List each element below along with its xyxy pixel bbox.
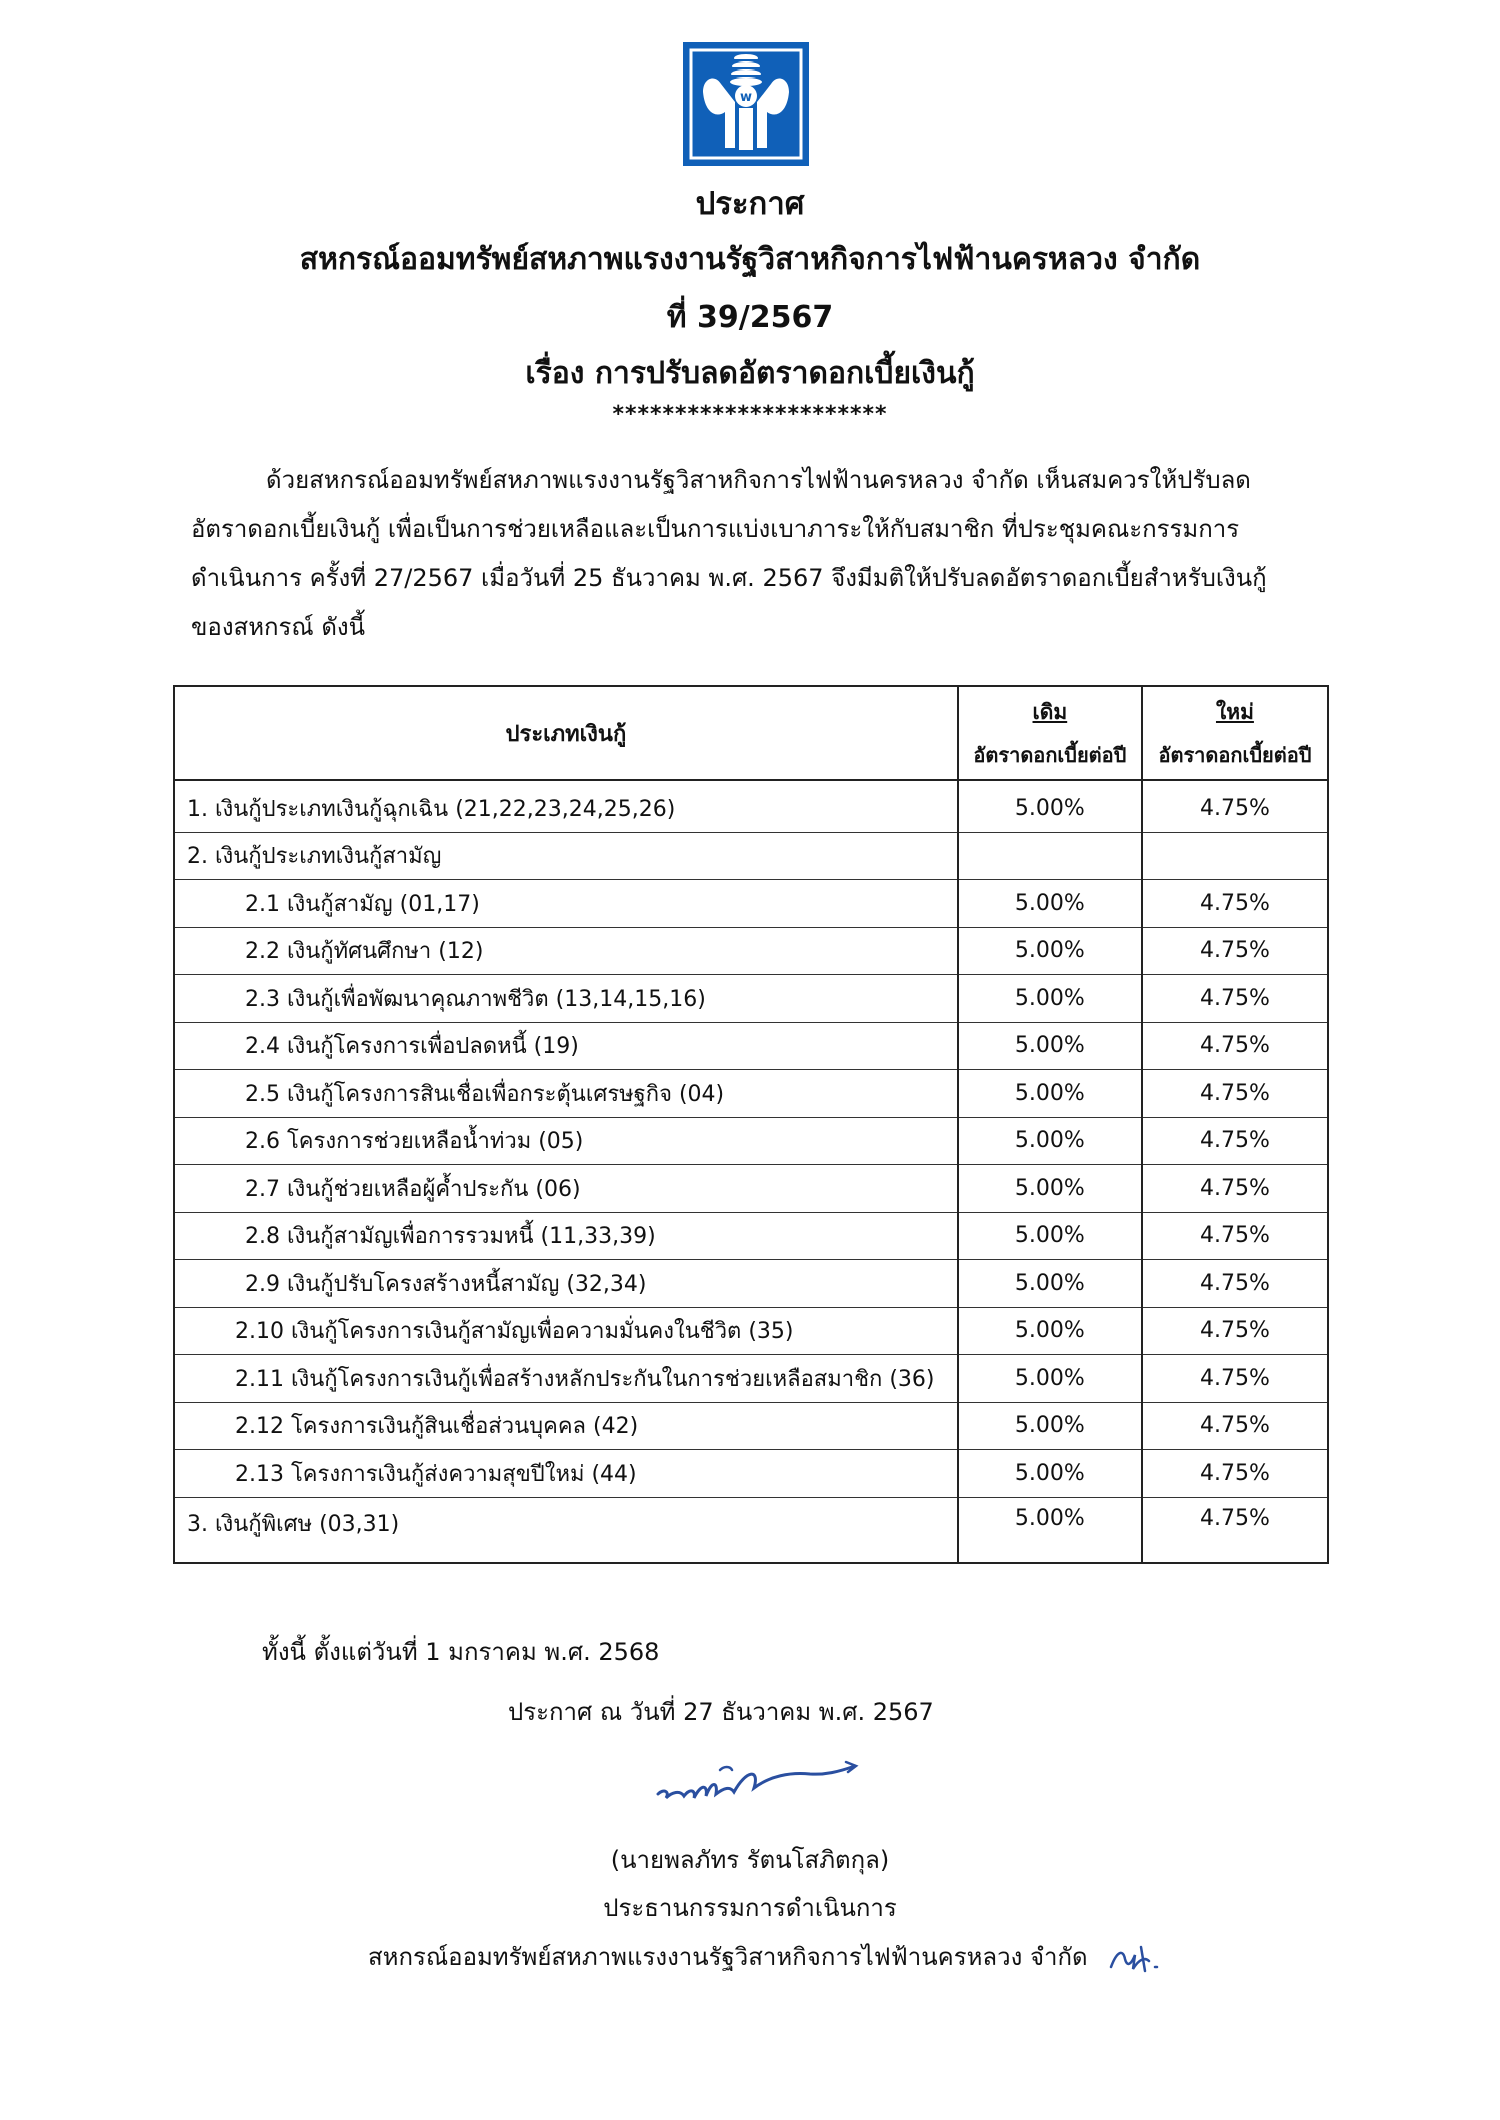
new-rate: 4.75%: [1142, 1307, 1328, 1355]
old-rate: 5.00%: [958, 1260, 1142, 1308]
new-rate: 4.75%: [1142, 1497, 1328, 1563]
announcement-subject: เรื่อง การปรับลดอัตราดอกเบี้ยเงินกู้: [525, 356, 975, 391]
loan-type: 2.11 เงินกู้โครงการเงินกู้เพื่อสร้างหลักประกันในการช่วยเหลือสมาชิก (36): [174, 1355, 958, 1403]
new-rate: 4.75%: [1142, 880, 1328, 928]
table-row: [174, 1402, 1328, 1450]
old-rate-title: เดิม: [1032, 699, 1068, 724]
new-rate: 4.75%: [1142, 1450, 1328, 1498]
new-rate-header: [1142, 686, 1328, 780]
old-rate: 5.00%: [958, 880, 1142, 928]
old-rate: 5.00%: [958, 1070, 1142, 1118]
loan-type: 3. เงินกู้พิเศษ (03,31): [174, 1497, 958, 1563]
table-row: [174, 832, 1328, 880]
table-row: [174, 1022, 1328, 1070]
new-rate-title: ใหม่: [1215, 699, 1254, 724]
new-rate: [1142, 832, 1328, 880]
new-rate: 4.75%: [1142, 927, 1328, 975]
new-rate: 4.75%: [1142, 1165, 1328, 1213]
table-header-row: [174, 686, 1328, 780]
old-rate: 5.00%: [958, 1355, 1142, 1403]
new-rate: 4.75%: [1142, 1070, 1328, 1118]
old-rate: 5.00%: [958, 975, 1142, 1023]
old-rate: 5.00%: [958, 1212, 1142, 1260]
body-line: ด้วยสหกรณ์ออมทรัพย์สหภาพแรงงานรัฐวิสาหกิจการไฟฟ้านครหลวง จำกัด เห็นสมควรให้ปรับลด: [266, 466, 1251, 494]
old-rate: 5.00%: [958, 1022, 1142, 1070]
cooperative-logo-icon: [681, 40, 811, 168]
old-rate: 5.00%: [958, 1497, 1142, 1563]
new-rate: 4.75%: [1142, 1117, 1328, 1165]
signer-position: ประธานกรรมการดำเนินการ: [603, 1894, 897, 1922]
signer-organization: สหกรณ์ออมทรัพย์สหภาพแรงงานรัฐวิสาหกิจการไฟฟ้านครหลวง จำกัด: [368, 1943, 1088, 1971]
table-row: [174, 1117, 1328, 1165]
table-row: [174, 1212, 1328, 1260]
old-rate: [958, 832, 1142, 880]
new-rate: 4.75%: [1142, 975, 1328, 1023]
old-rate-subtitle: อัตราดอกเบี้ยต่อปี: [973, 742, 1127, 767]
loan-type: 2.9 เงินกู้ปรับโครงสร้างหนี้สามัญ (32,34): [174, 1260, 958, 1308]
loan-type: 2.5 เงินกู้โครงการสินเชื่อเพื่อกระตุ้นเศรษฐกิจ (04): [174, 1070, 958, 1118]
body-paragraph: [191, 456, 1321, 652]
effective-date: ทั้งนี้ ตั้งแต่วันที่ 1 มกราคม พ.ศ. 2568: [262, 1638, 660, 1666]
table-row: [174, 880, 1328, 928]
loan-type: 2.2 เงินกู้ทัศนศึกษา (12): [174, 927, 958, 975]
table-row: [174, 1497, 1328, 1563]
loan-type: 2.13 โครงการเงินกู้ส่งความสุขปีใหม่ (44): [174, 1450, 958, 1498]
loan-type: 2.7 เงินกู้ช่วยเหลือผู้ค้ำประกัน (06): [174, 1165, 958, 1213]
old-rate: 5.00%: [958, 1307, 1142, 1355]
old-rate: 5.00%: [958, 1117, 1142, 1165]
announcement-date: ประกาศ ณ วันที่ 27 ธันวาคม พ.ศ. 2567: [508, 1698, 934, 1726]
new-rate: 4.75%: [1142, 1022, 1328, 1070]
loan-type: 1. เงินกู้ประเภทเงินกู้ฉุกเฉิน (21,22,23,24,25,26): [174, 780, 958, 832]
loan-type: 2.8 เงินกู้สามัญเพื่อการรวมหนี้ (11,33,39): [174, 1212, 958, 1260]
loan-type: 2.3 เงินกู้เพื่อพัฒนาคุณภาพชีวิต (13,14,15,16): [174, 975, 958, 1023]
loan-type: 2.12 โครงการเงินกู้สินเชื่อส่วนบุคคล (42): [174, 1402, 958, 1450]
body-line: อัตราดอกเบี้ยเงินกู้ เพื่อเป็นการช่วยเหลือและเป็นการแบ่งเบาภาระให้กับสมาชิก ที่ประชุมคณะกรรมการ: [191, 515, 1240, 543]
initials-icon: [1105, 1937, 1175, 1977]
table-row: [174, 1450, 1328, 1498]
table-row: [174, 1070, 1328, 1118]
loan-type: 2.1 เงินกู้สามัญ (01,17): [174, 880, 958, 928]
new-rate: 4.75%: [1142, 780, 1328, 832]
separator: **********************: [612, 402, 888, 427]
signer-name: (นายพลภัทร รัตนโสภิตกุล): [610, 1846, 890, 1874]
old-rate: 5.00%: [958, 1402, 1142, 1450]
new-rate-subtitle: อัตราดอกเบี้ยต่อปี: [1158, 742, 1312, 767]
loan-type: 2. เงินกู้ประเภทเงินกู้สามัญ: [174, 832, 958, 880]
body-line: ดำเนินการ ครั้งที่ 27/2567 เมื่อวันที่ 25 ธันวาคม พ.ศ. 2567 จึงมีมติให้ปรับลดอัตราดอกเบี้ยสำหรับเงินกู้: [191, 564, 1267, 592]
new-rate: 4.75%: [1142, 1260, 1328, 1308]
old-rate: 5.00%: [958, 927, 1142, 975]
old-rate: 5.00%: [958, 780, 1142, 832]
old-rate-header: [958, 686, 1142, 780]
old-rate: 5.00%: [958, 1450, 1142, 1498]
new-rate: 4.75%: [1142, 1402, 1328, 1450]
organization-heading: สหกรณ์ออมทรัพย์สหภาพแรงงานรัฐวิสาหกิจการไฟฟ้านครหลวง จำกัด: [299, 242, 1201, 277]
loan-type: 2.4 เงินกู้โครงการเพื่อปลดหนี้ (19): [174, 1022, 958, 1070]
signature-icon: [650, 1752, 880, 1822]
table-row: [174, 780, 1328, 832]
table-row: [174, 927, 1328, 975]
loan-type: 2.10 เงินกู้โครงการเงินกู้สามัญเพื่อความมั่นคงในชีวิต (35): [174, 1307, 958, 1355]
loan-type-header: ประเภทเงินกู้: [174, 686, 958, 780]
interest-rate-table: [173, 685, 1329, 1564]
announcement-title: ประกาศ: [695, 186, 805, 222]
table-row: [174, 975, 1328, 1023]
table-row: [174, 1355, 1328, 1403]
table-row: [174, 1165, 1328, 1213]
new-rate: 4.75%: [1142, 1355, 1328, 1403]
old-rate: 5.00%: [958, 1165, 1142, 1213]
new-rate: 4.75%: [1142, 1212, 1328, 1260]
announcement-number: ที่ 39/2567: [666, 300, 834, 335]
body-line: ของสหกรณ์ ดังนี้: [191, 613, 366, 641]
table-row: [174, 1307, 1328, 1355]
loan-type: 2.6 โครงการช่วยเหลือน้ำท่วม (05): [174, 1117, 958, 1165]
table-row: [174, 1260, 1328, 1308]
svg-text:w: w: [739, 90, 753, 105]
